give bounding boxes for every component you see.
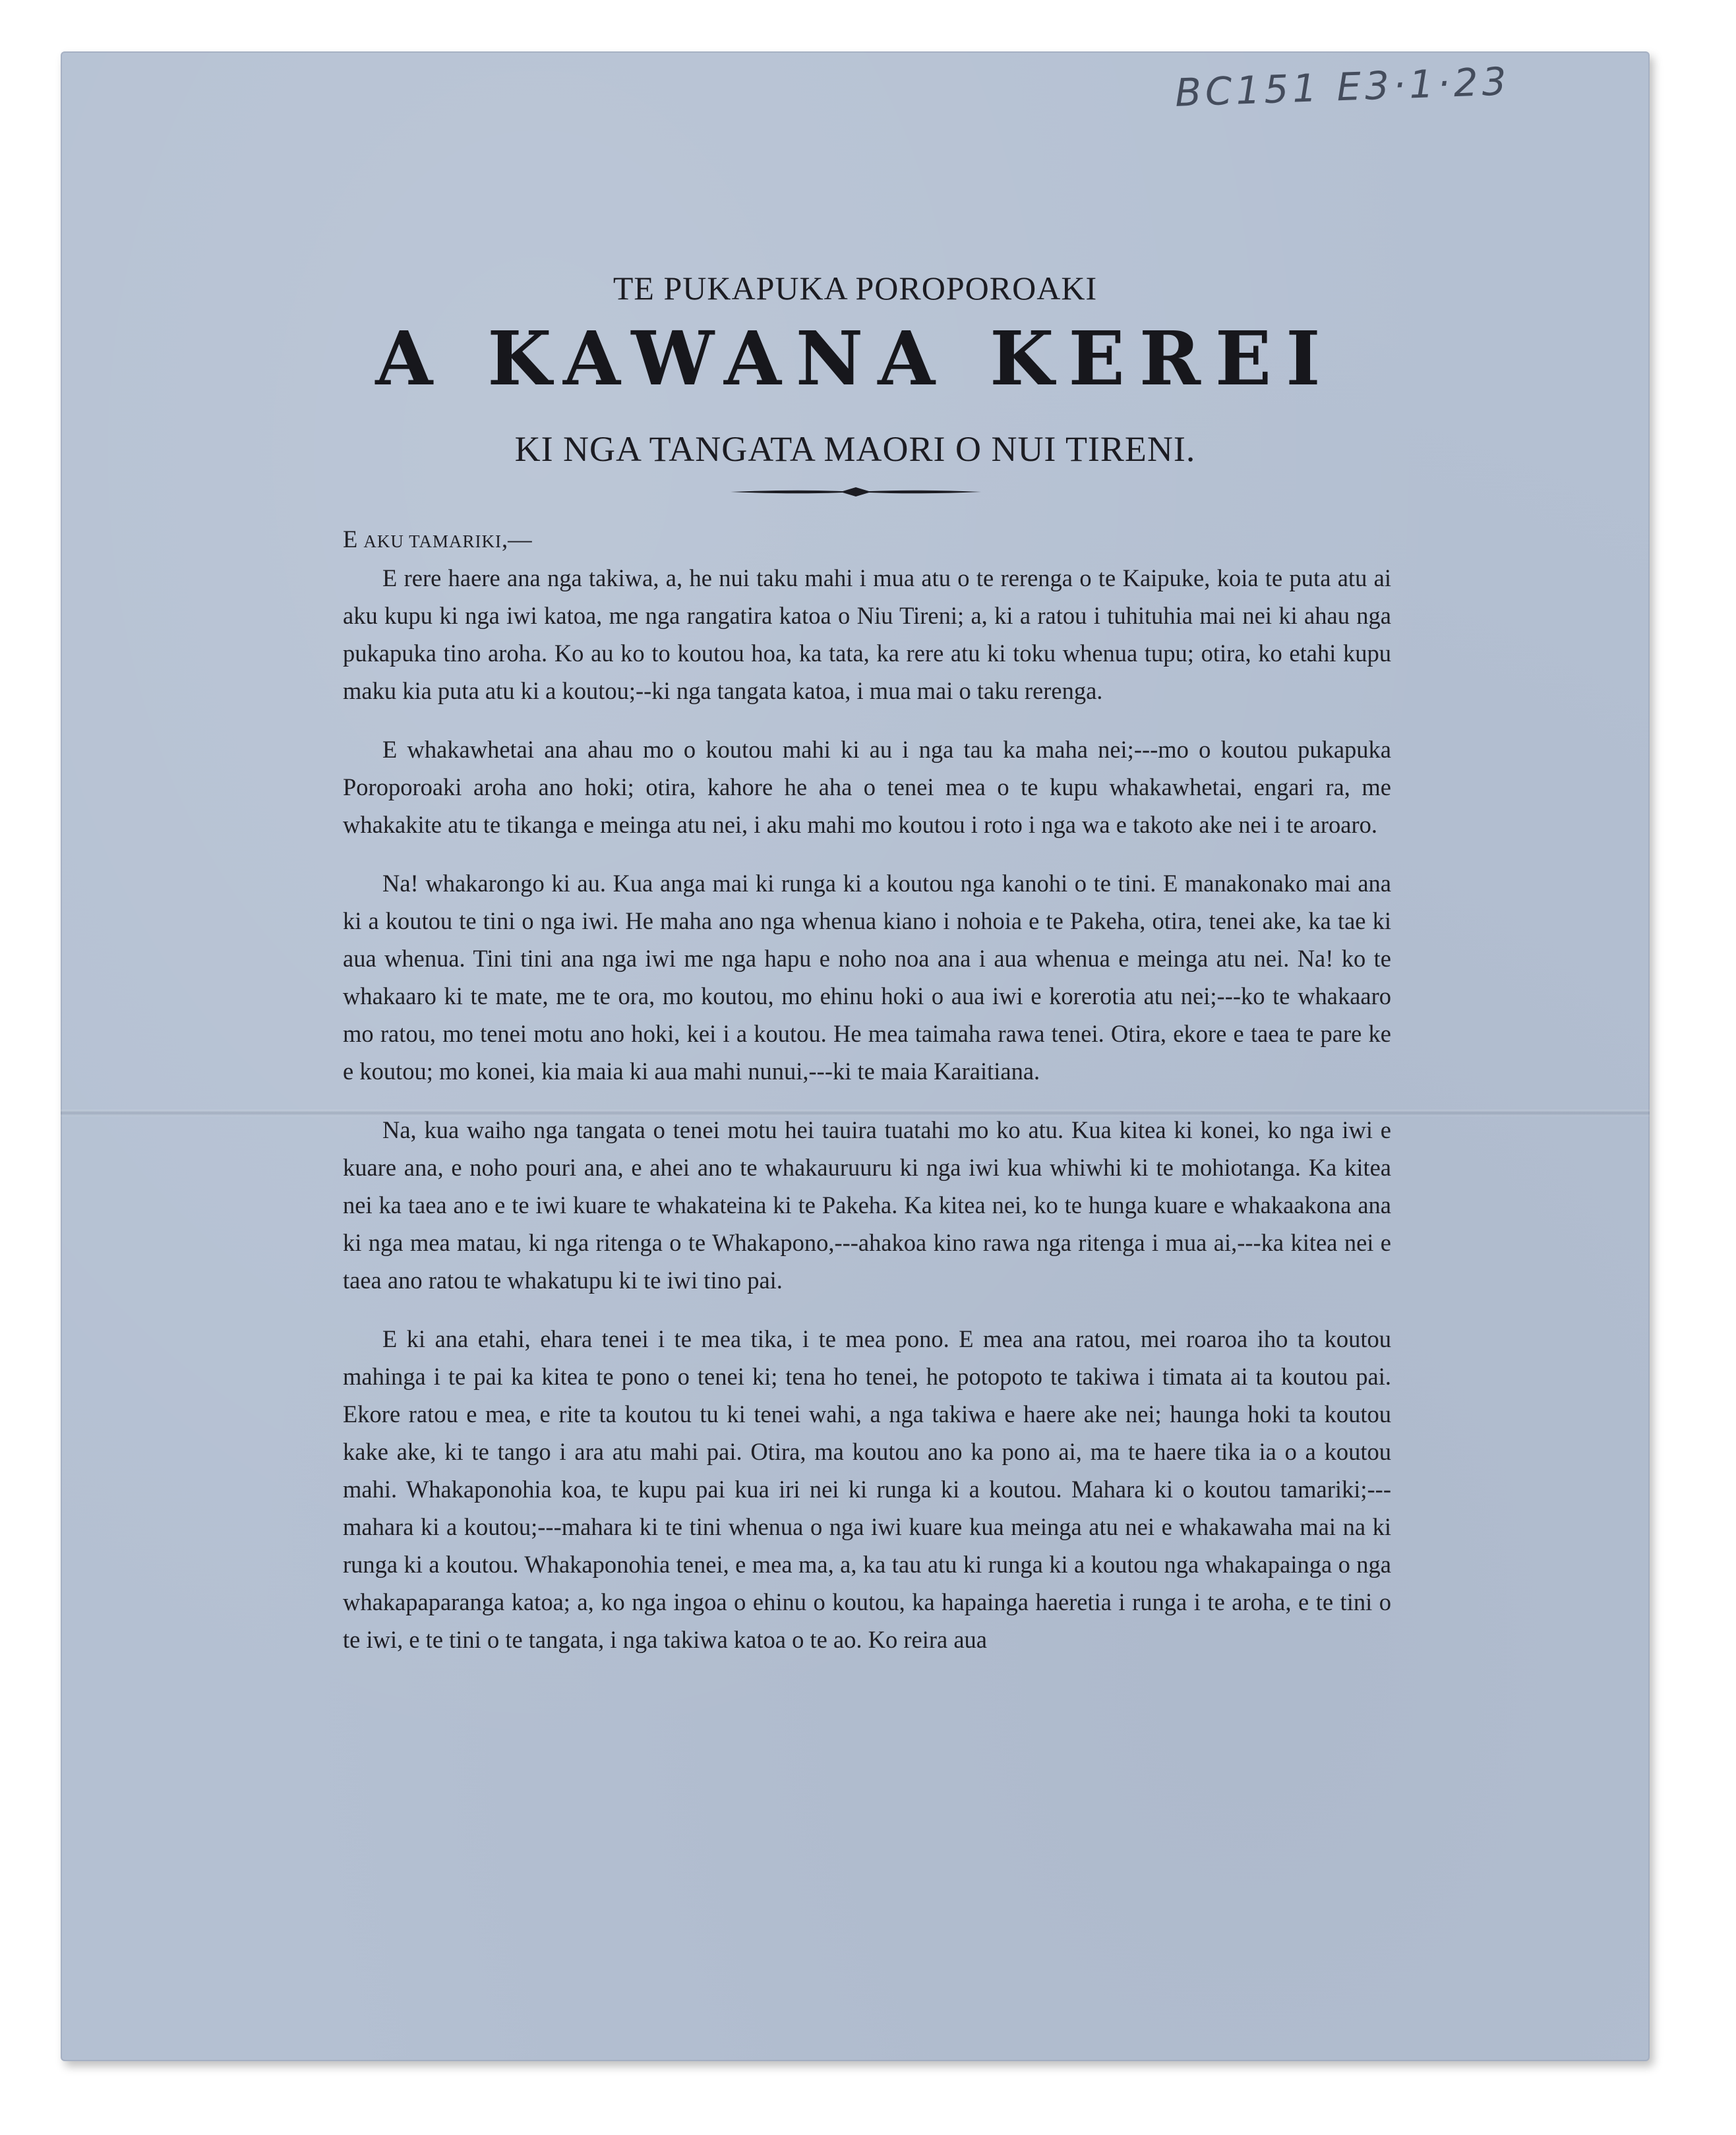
paragraph-3: Na! whakarongo ki au. Kua anga mai ki runga ki a koutou nga kanohi o te tini. E manakonako mai ana ki a koutou te tini o nga iwi. He maha ano nga whenua kiano i nohoia e te Pakeha, otira, tenei ake, ka tae ki aua whenua. Tini tini ana nga iwi me nga hapu e noho noa ana i aua whenua e meinga atu nei. Na! ko te whakaaro ki te mate, me te ora, mo koutou, mo ehinu hoki o aua iwi e korerotia atu nei;---ko te whakaaro mo ratou, mo tenei motu ano hoki, kei i a koutou. He mea taimaha rawa tenei. Otira, ekore e taea te pare ke e koutou; mo konei, kia maia ki aua mahi nunui,---ki te maia Karaitiana. <box>343 870 1391 1085</box>
handwritten-call-number: BC151 E3·1·23 <box>1174 59 1511 115</box>
paragraph-1: E rere haere ana nga takiwa, a, he nui taku mahi i mua atu o te rerenga o te Kaipuke, koia te puta atu ai aku kupu ki nga iwi katoa, me nga rangatira katoa o Niu Tireni; a, ki a ratou i tuhituhia mai nei ki ahau nga pukapuka tino aroha. Ko au ko to koutou hoa, ka tata, ka rere atu ki toku whenua tupu; otira, ko etahi kupu maku kia puta atu ki a koutou;--ki nga tangata katoa, i mua mai o taku rerenga. <box>343 564 1391 704</box>
paragraph-5: E ki ana etahi, ehara tenei i te mea tika, i te mea pono. E mea ana ratou, mei roaroa iho ta koutou mahinga i te pai ka kitea te pono o tenei ki; tena ho tenei, he potopoto te takiwa i timata ai ta koutou pai. Ekore ratou e mea, e rite ta koutou tu ki tenei wahi, a nga takiwa e haere ake nei; haunga hoki ta koutou kake ake, ki te tango i ara atu mahi pai. Otira, ma koutou ano ka pono ai, ma te haere tika ia o a koutou mahi. Whakaponohia koa, te kupu pai kua iri nei ki runga ki a koutou. Mahara ki o koutou tamariki;---mahara ki a koutou;---mahara ki te tini whenua o nga iwi kuare kua meinga atu nei e whakawaha mai na ki runga ki a koutou. Whakaponohia tenei, e mea ma, a, ka tau atu ki runga ki a koutou nga whakapainga o nga whakapaparanga katoa; a, ko nga ingoa o ehinu o koutou, ka hapainga haeretia i runga i te aroha, e te tini o te iwi, e te tini o te tangata, i nga takiwa katoa o te ao. Ko reira aua <box>343 1325 1391 1653</box>
printed-sheet <box>61 51 1650 2061</box>
paragraph-2: E whakawhetai ana ahau mo o koutou mahi ki au i nga tau ka maha nei;---mo o koutou pukapuka Poroporoaki aroha ano hoki; otira, kahore he aha o tenei mea o te kupu whakawhetai, engari ra, me whakakite atu te tikanga e meinga atu nei, i aku mahi mo koutou i roto i nga wa e takoto ake nei i te aroaro. <box>343 736 1391 838</box>
salutation-first: E <box>343 526 364 553</box>
letter-body <box>343 559 1391 1679</box>
salutation-rest: ,— <box>502 526 532 553</box>
paragraph-4: Na, kua waiho nga tangata o tenei motu hei tauira tuatahi mo ko atu. Kua kitea ki konei, ko nga iwi e kuare ana, e noho pouri ana, e ahei ano te whakauruuru ki nga iwi kua whiwhi ki te mohiotanga. Ka kitea nei ka taea ano e te iwi kuare te whakateina ki te Pakeha. Ka kitea nei, ko te hunga kuare e whakaakona ana ki nga mea matau, ki nga ritenga o te Whakapono,---ahakoa kino rawa nga ritenga i mua ai,---ka kitea nei e taea ano ratou te whakatupu ki te iwi tino pai. <box>343 1116 1391 1294</box>
salutation <box>343 521 1391 560</box>
title-line-1: TE PUKAPUKA POROPOROAKI <box>613 270 1098 307</box>
salutation-smallcaps: AKU TAMARIKI <box>363 531 502 551</box>
ornament-divider-icon <box>731 484 981 500</box>
title-line-2: A KAWANA KEREI <box>375 316 1335 402</box>
title-line-3: KI NGA TANGATA MAORI O NUI TIRENI. <box>514 429 1196 469</box>
